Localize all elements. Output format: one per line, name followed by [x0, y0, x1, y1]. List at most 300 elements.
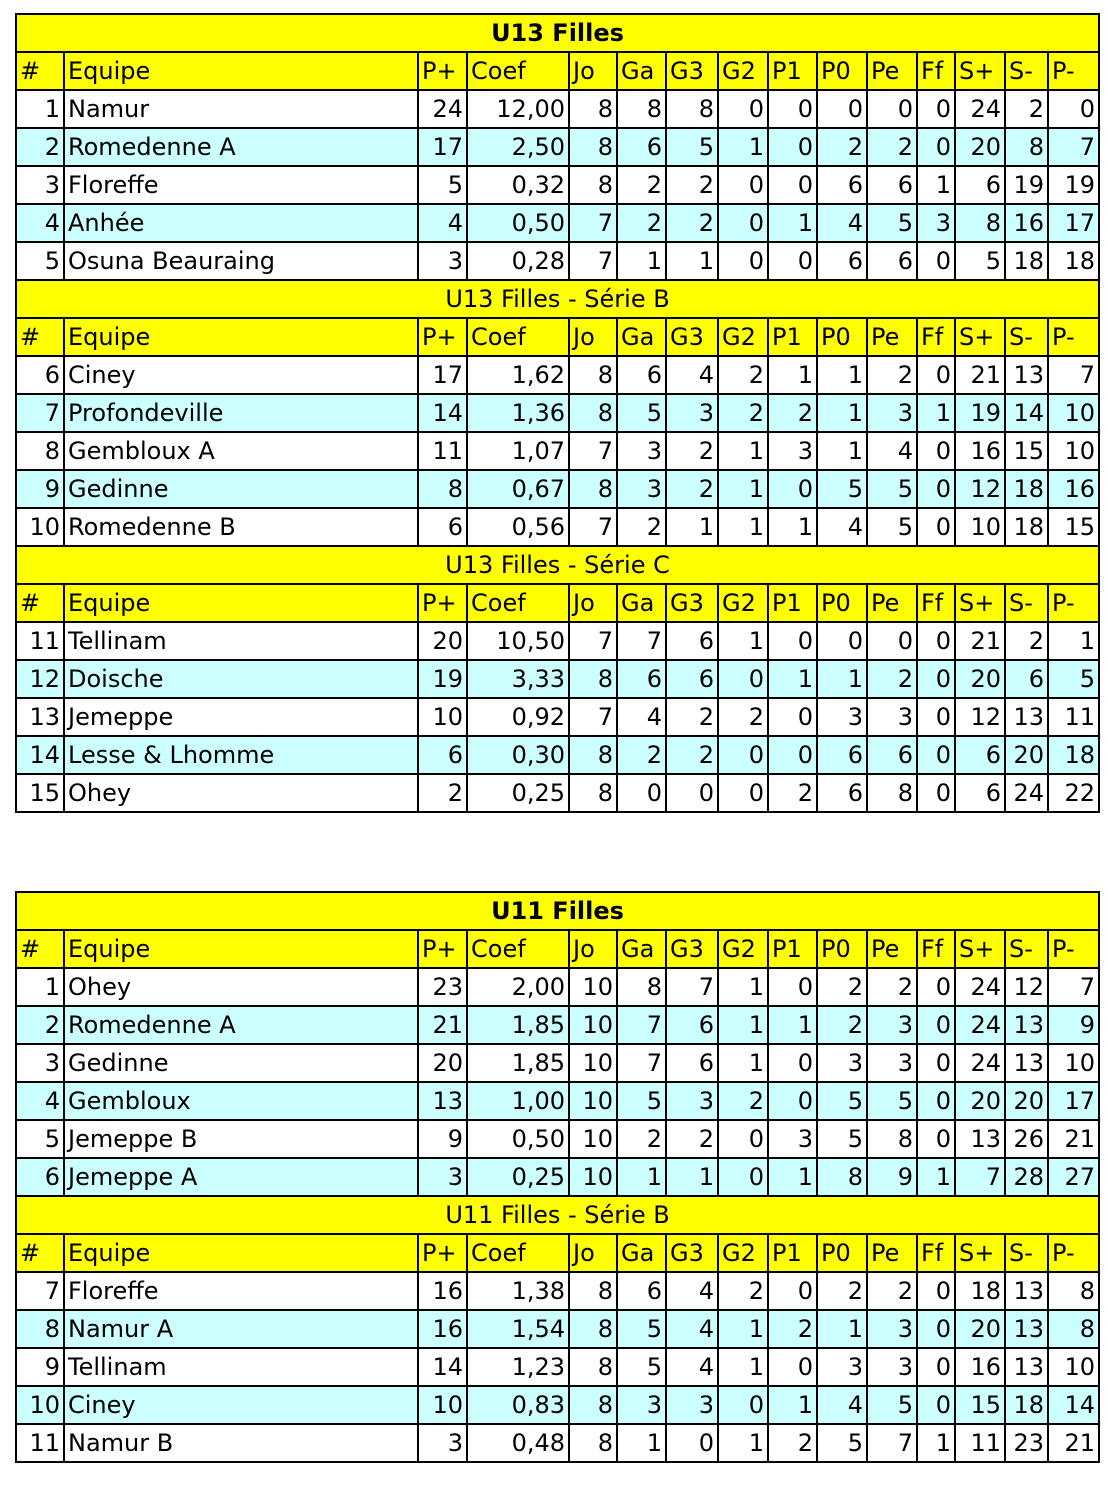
stat-cell: 0 — [768, 736, 817, 774]
table-row — [16, 356, 1099, 394]
rank-cell: 10 — [16, 508, 64, 546]
team-name-cell: Romedenne A — [64, 128, 418, 166]
column-header: Ga — [617, 1234, 666, 1272]
stat-cell: 3 — [617, 1386, 666, 1424]
stat-cell: 14 — [1048, 1386, 1099, 1424]
stat-cell: 7 — [569, 242, 617, 280]
stat-cell: 1 — [817, 1310, 867, 1348]
stat-cell: 7 — [617, 1006, 666, 1044]
team-name-cell: Gedinne — [64, 1044, 418, 1082]
stat-cell: 11 — [955, 1424, 1005, 1462]
column-header: S+ — [955, 52, 1005, 90]
table-row — [16, 1348, 1099, 1386]
stat-cell: 2 — [768, 1424, 817, 1462]
stat-cell: 0 — [718, 1120, 768, 1158]
stat-cell: 8 — [955, 204, 1005, 242]
stat-cell: 24 — [418, 90, 467, 128]
column-header: P0 — [817, 318, 867, 356]
column-header: Equipe — [64, 584, 418, 622]
stat-cell: 8 — [569, 1348, 617, 1386]
stat-cell: 13 — [1005, 1006, 1048, 1044]
stat-cell: 2 — [666, 432, 718, 470]
section-title-row — [16, 280, 1099, 318]
table-row — [16, 660, 1099, 698]
rank-cell: 1 — [16, 90, 64, 128]
stat-cell: 10 — [955, 508, 1005, 546]
stat-cell: 21 — [418, 1006, 467, 1044]
stat-cell: 23 — [1005, 1424, 1048, 1462]
stat-cell: 1 — [768, 660, 817, 698]
stat-cell: 21 — [1048, 1120, 1099, 1158]
table-row — [16, 1310, 1099, 1348]
column-header-row — [16, 318, 1099, 356]
stat-cell: 19 — [955, 394, 1005, 432]
stat-cell: 3 — [617, 470, 666, 508]
column-header: Coef — [467, 52, 569, 90]
team-name-cell: Jemeppe — [64, 698, 418, 736]
stat-cell: 0,50 — [467, 1120, 569, 1158]
stat-cell: 13 — [1005, 1310, 1048, 1348]
column-header: Ga — [617, 318, 666, 356]
rank-cell: 13 — [16, 698, 64, 736]
stat-cell: 17 — [418, 356, 467, 394]
stat-cell: 7 — [1048, 128, 1099, 166]
stat-cell: 2 — [867, 1272, 917, 1310]
stat-cell: 0 — [718, 1158, 768, 1196]
stat-cell: 18 — [1005, 508, 1048, 546]
stat-cell: 5 — [617, 394, 666, 432]
stat-cell: 8 — [1005, 128, 1048, 166]
stat-cell: 0 — [768, 622, 817, 660]
stat-cell: 0 — [768, 470, 817, 508]
column-header: S+ — [955, 318, 1005, 356]
column-header: G3 — [666, 1234, 718, 1272]
stat-cell: 19 — [1005, 166, 1048, 204]
column-header: Ff — [917, 584, 955, 622]
stat-cell: 0,56 — [467, 508, 569, 546]
rank-cell: 4 — [16, 1082, 64, 1120]
stat-cell: 8 — [617, 968, 666, 1006]
stat-cell: 6 — [418, 508, 467, 546]
stat-cell: 5 — [418, 166, 467, 204]
section-title-row — [16, 14, 1099, 52]
stat-cell: 0 — [718, 660, 768, 698]
team-name-cell: Jemeppe B — [64, 1120, 418, 1158]
team-name-cell: Namur B — [64, 1424, 418, 1462]
stat-cell: 2 — [418, 774, 467, 812]
stat-cell: 0 — [1048, 90, 1099, 128]
table-row — [16, 1386, 1099, 1424]
stat-cell: 14 — [418, 1348, 467, 1386]
team-name-cell: Floreffe — [64, 166, 418, 204]
stat-cell: 26 — [1005, 1120, 1048, 1158]
stat-cell: 1 — [617, 1424, 666, 1462]
rank-cell: 4 — [16, 204, 64, 242]
stat-cell: 8 — [1048, 1272, 1099, 1310]
stat-cell: 0 — [768, 128, 817, 166]
stat-cell: 5 — [867, 1082, 917, 1120]
stat-cell: 7 — [569, 622, 617, 660]
stat-cell: 8 — [569, 470, 617, 508]
stat-cell: 0 — [768, 166, 817, 204]
stat-cell: 6 — [617, 128, 666, 166]
stat-cell: 10 — [1048, 1044, 1099, 1082]
stat-cell: 4 — [666, 1348, 718, 1386]
stat-cell: 0 — [768, 698, 817, 736]
table-row — [16, 774, 1099, 812]
stat-cell: 10 — [418, 1386, 467, 1424]
column-header: P- — [1048, 584, 1099, 622]
column-header: G3 — [666, 318, 718, 356]
stat-cell: 16 — [418, 1310, 467, 1348]
stat-cell: 15 — [1005, 432, 1048, 470]
column-header: Ff — [917, 930, 955, 968]
stat-cell: 24 — [1005, 774, 1048, 812]
stat-cell: 0 — [718, 774, 768, 812]
stat-cell: 2 — [1005, 622, 1048, 660]
stat-cell: 6 — [817, 736, 867, 774]
stat-cell: 1 — [666, 1158, 718, 1196]
stat-cell: 3 — [418, 1424, 467, 1462]
stat-cell: 23 — [418, 968, 467, 1006]
stat-cell: 5 — [1048, 660, 1099, 698]
stat-cell: 24 — [955, 1044, 1005, 1082]
stat-cell: 8 — [569, 1386, 617, 1424]
stat-cell: 10 — [569, 968, 617, 1006]
column-header: Ga — [617, 52, 666, 90]
table-row — [16, 1082, 1099, 1120]
stat-cell: 8 — [617, 90, 666, 128]
stat-cell: 4 — [666, 1272, 718, 1310]
rank-cell: 7 — [16, 394, 64, 432]
team-name-cell: Romedenne B — [64, 508, 418, 546]
stat-cell: 18 — [1005, 470, 1048, 508]
section-title-row — [16, 892, 1099, 930]
stat-cell: 10 — [1048, 1348, 1099, 1386]
stat-cell: 6 — [955, 736, 1005, 774]
stat-cell: 15 — [1048, 508, 1099, 546]
team-name-cell: Ciney — [64, 356, 418, 394]
stat-cell: 2 — [817, 968, 867, 1006]
stat-cell: 5 — [617, 1310, 666, 1348]
stat-cell: 19 — [418, 660, 467, 698]
column-header: Jo — [569, 1234, 617, 1272]
team-name-cell: Namur — [64, 90, 418, 128]
rank-cell: 12 — [16, 660, 64, 698]
stat-cell: 0,32 — [467, 166, 569, 204]
column-header: # — [16, 584, 64, 622]
stat-cell: 13 — [1005, 698, 1048, 736]
column-header: Pe — [867, 584, 917, 622]
stat-cell: 8 — [569, 660, 617, 698]
stat-cell: 1 — [768, 356, 817, 394]
stat-cell: 2 — [666, 204, 718, 242]
stat-cell: 21 — [955, 622, 1005, 660]
stat-cell: 2 — [666, 166, 718, 204]
stat-cell: 8 — [569, 166, 617, 204]
rank-cell: 5 — [16, 1120, 64, 1158]
stat-cell: 0 — [718, 242, 768, 280]
stat-cell: 0 — [768, 1348, 817, 1386]
stat-cell: 0 — [917, 774, 955, 812]
stat-cell: 20 — [418, 1044, 467, 1082]
stat-cell: 8 — [867, 774, 917, 812]
stat-cell: 20 — [955, 1082, 1005, 1120]
stat-cell: 10 — [569, 1044, 617, 1082]
column-header: P+ — [418, 52, 467, 90]
team-name-cell: Gedinne — [64, 470, 418, 508]
team-name-cell: Tellinam — [64, 622, 418, 660]
stat-cell: 19 — [1048, 166, 1099, 204]
stat-cell: 2 — [666, 1120, 718, 1158]
stat-cell: 3 — [867, 1310, 917, 1348]
stat-cell: 7 — [569, 698, 617, 736]
rank-cell: 3 — [16, 1044, 64, 1082]
stat-cell: 2 — [718, 1272, 768, 1310]
stat-cell: 1,36 — [467, 394, 569, 432]
stat-cell: 0,28 — [467, 242, 569, 280]
team-name-cell: Namur A — [64, 1310, 418, 1348]
stat-cell: 0 — [917, 508, 955, 546]
column-header: Jo — [569, 318, 617, 356]
column-header: G2 — [718, 584, 768, 622]
stat-cell: 13 — [1005, 1272, 1048, 1310]
table-row — [16, 1006, 1099, 1044]
stat-cell: 8 — [666, 90, 718, 128]
column-header: Pe — [867, 1234, 917, 1272]
team-name-cell: Ciney — [64, 1386, 418, 1424]
column-header: P- — [1048, 318, 1099, 356]
stat-cell: 0 — [917, 1310, 955, 1348]
stat-cell: 16 — [418, 1272, 467, 1310]
column-header: # — [16, 52, 64, 90]
stat-cell: 0 — [917, 356, 955, 394]
rank-cell: 11 — [16, 1424, 64, 1462]
stat-cell: 14 — [418, 394, 467, 432]
stat-cell: 0 — [768, 1044, 817, 1082]
stat-cell: 9 — [867, 1158, 917, 1196]
stat-cell: 0 — [917, 432, 955, 470]
stat-cell: 6 — [817, 166, 867, 204]
stat-cell: 5 — [867, 470, 917, 508]
team-name-cell: Floreffe — [64, 1272, 418, 1310]
table-row — [16, 242, 1099, 280]
stat-cell: 1 — [617, 242, 666, 280]
stat-cell: 10 — [569, 1006, 617, 1044]
stat-cell: 3 — [418, 242, 467, 280]
table-row — [16, 736, 1099, 774]
column-header: S- — [1005, 930, 1048, 968]
stat-cell: 16 — [955, 1348, 1005, 1386]
stat-cell: 2 — [718, 698, 768, 736]
stat-cell: 0 — [718, 1386, 768, 1424]
stat-cell: 2,00 — [467, 968, 569, 1006]
table-row — [16, 394, 1099, 432]
stat-cell: 18 — [1048, 736, 1099, 774]
stat-cell: 1 — [718, 1424, 768, 1462]
stat-cell: 0 — [867, 622, 917, 660]
stat-cell: 6 — [666, 660, 718, 698]
table-row — [16, 1120, 1099, 1158]
stat-cell: 1 — [768, 1386, 817, 1424]
rank-cell: 6 — [16, 356, 64, 394]
team-name-cell: Profondeville — [64, 394, 418, 432]
stat-cell: 5 — [817, 470, 867, 508]
stat-cell: 0 — [917, 660, 955, 698]
stat-cell: 16 — [955, 432, 1005, 470]
stat-cell: 0,83 — [467, 1386, 569, 1424]
column-header: Coef — [467, 584, 569, 622]
stat-cell: 1,54 — [467, 1310, 569, 1348]
stat-cell: 3 — [917, 204, 955, 242]
column-header: Equipe — [64, 930, 418, 968]
stat-cell: 1,07 — [467, 432, 569, 470]
stat-cell: 8 — [569, 90, 617, 128]
stat-cell: 0 — [768, 90, 817, 128]
stat-cell: 20 — [418, 622, 467, 660]
rank-cell: 2 — [16, 128, 64, 166]
rank-cell: 15 — [16, 774, 64, 812]
column-header: P1 — [768, 930, 817, 968]
column-header: Jo — [569, 52, 617, 90]
stat-cell: 4 — [817, 1386, 867, 1424]
stat-cell: 6 — [666, 1044, 718, 1082]
stat-cell: 0 — [917, 1386, 955, 1424]
stat-cell: 3 — [768, 432, 817, 470]
team-name-cell: Ohey — [64, 774, 418, 812]
column-header-row — [16, 52, 1099, 90]
column-header: P1 — [768, 52, 817, 90]
stat-cell: 4 — [617, 698, 666, 736]
column-header: S- — [1005, 52, 1048, 90]
stat-cell: 0,48 — [467, 1424, 569, 1462]
stat-cell: 6 — [617, 1272, 666, 1310]
stat-cell: 0 — [817, 90, 867, 128]
stat-cell: 2 — [768, 774, 817, 812]
stat-cell: 4 — [666, 356, 718, 394]
stat-cell: 7 — [666, 968, 718, 1006]
stat-cell: 2 — [617, 1120, 666, 1158]
stat-cell: 1 — [768, 1158, 817, 1196]
stat-cell: 8 — [569, 1310, 617, 1348]
stat-cell: 1 — [817, 356, 867, 394]
stat-cell: 9 — [418, 1120, 467, 1158]
stat-cell: 0 — [768, 1082, 817, 1120]
stat-cell: 27 — [1048, 1158, 1099, 1196]
stat-cell: 18 — [1005, 1386, 1048, 1424]
stat-cell: 17 — [1048, 1082, 1099, 1120]
stat-cell: 1 — [718, 1006, 768, 1044]
stat-cell: 1 — [718, 622, 768, 660]
section-title: U11 Filles - Série B — [16, 1196, 1099, 1234]
column-header: G2 — [718, 930, 768, 968]
column-header: # — [16, 318, 64, 356]
column-header: Ff — [917, 318, 955, 356]
column-header: G3 — [666, 584, 718, 622]
stat-cell: 0 — [917, 242, 955, 280]
stat-cell: 0 — [917, 1006, 955, 1044]
stat-cell: 3 — [817, 698, 867, 736]
stat-cell: 1,62 — [467, 356, 569, 394]
stat-cell: 3 — [867, 1006, 917, 1044]
stat-cell: 2 — [666, 470, 718, 508]
stat-cell: 16 — [1005, 204, 1048, 242]
stat-cell: 0,50 — [467, 204, 569, 242]
stat-cell: 0 — [817, 622, 867, 660]
stat-cell: 1 — [718, 128, 768, 166]
stat-cell: 15 — [955, 1386, 1005, 1424]
stat-cell: 0 — [718, 736, 768, 774]
stat-cell: 8 — [569, 774, 617, 812]
table-row — [16, 128, 1099, 166]
column-header: P+ — [418, 584, 467, 622]
column-header: Ff — [917, 52, 955, 90]
team-name-cell: Tellinam — [64, 1348, 418, 1386]
rank-cell: 8 — [16, 1310, 64, 1348]
stat-cell: 0 — [917, 90, 955, 128]
stat-cell: 8 — [569, 1272, 617, 1310]
stat-cell: 0 — [867, 90, 917, 128]
rank-cell: 6 — [16, 1158, 64, 1196]
stat-cell: 2 — [617, 508, 666, 546]
stat-cell: 20 — [1005, 736, 1048, 774]
column-header: S+ — [955, 584, 1005, 622]
stat-cell: 0 — [917, 698, 955, 736]
stat-cell: 5 — [867, 204, 917, 242]
stat-cell: 21 — [1048, 1424, 1099, 1462]
stat-cell: 6 — [955, 774, 1005, 812]
stat-cell: 1 — [817, 660, 867, 698]
table-row — [16, 622, 1099, 660]
column-header: S+ — [955, 1234, 1005, 1272]
stat-cell: 1 — [817, 432, 867, 470]
rank-cell: 9 — [16, 470, 64, 508]
stat-cell: 24 — [955, 968, 1005, 1006]
column-header: P+ — [418, 930, 467, 968]
stat-cell: 0 — [768, 968, 817, 1006]
stat-cell: 1 — [917, 1424, 955, 1462]
stat-cell: 3 — [867, 394, 917, 432]
stat-cell: 5 — [867, 1386, 917, 1424]
rank-cell: 7 — [16, 1272, 64, 1310]
stat-cell: 0 — [917, 1120, 955, 1158]
stat-cell: 4 — [666, 1310, 718, 1348]
rank-cell: 8 — [16, 432, 64, 470]
section-title: U13 Filles — [16, 14, 1099, 52]
column-header: S+ — [955, 930, 1005, 968]
stat-cell: 0 — [917, 1044, 955, 1082]
stat-cell: 2 — [617, 204, 666, 242]
stat-cell: 9 — [1048, 1006, 1099, 1044]
stat-cell: 2 — [718, 394, 768, 432]
team-name-cell: Gembloux A — [64, 432, 418, 470]
stat-cell: 7 — [617, 1044, 666, 1082]
stat-cell: 5 — [666, 128, 718, 166]
column-header: Equipe — [64, 318, 418, 356]
stat-cell: 0 — [666, 1424, 718, 1462]
stat-cell: 5 — [817, 1424, 867, 1462]
stat-cell: 12 — [955, 698, 1005, 736]
stat-cell: 0,92 — [467, 698, 569, 736]
stat-cell: 1 — [768, 508, 817, 546]
stat-cell: 1 — [617, 1158, 666, 1196]
stat-cell: 0,25 — [467, 774, 569, 812]
column-header: P- — [1048, 52, 1099, 90]
stat-cell: 2 — [666, 698, 718, 736]
stat-cell: 2 — [768, 1310, 817, 1348]
stat-cell: 5 — [817, 1082, 867, 1120]
rank-cell: 10 — [16, 1386, 64, 1424]
